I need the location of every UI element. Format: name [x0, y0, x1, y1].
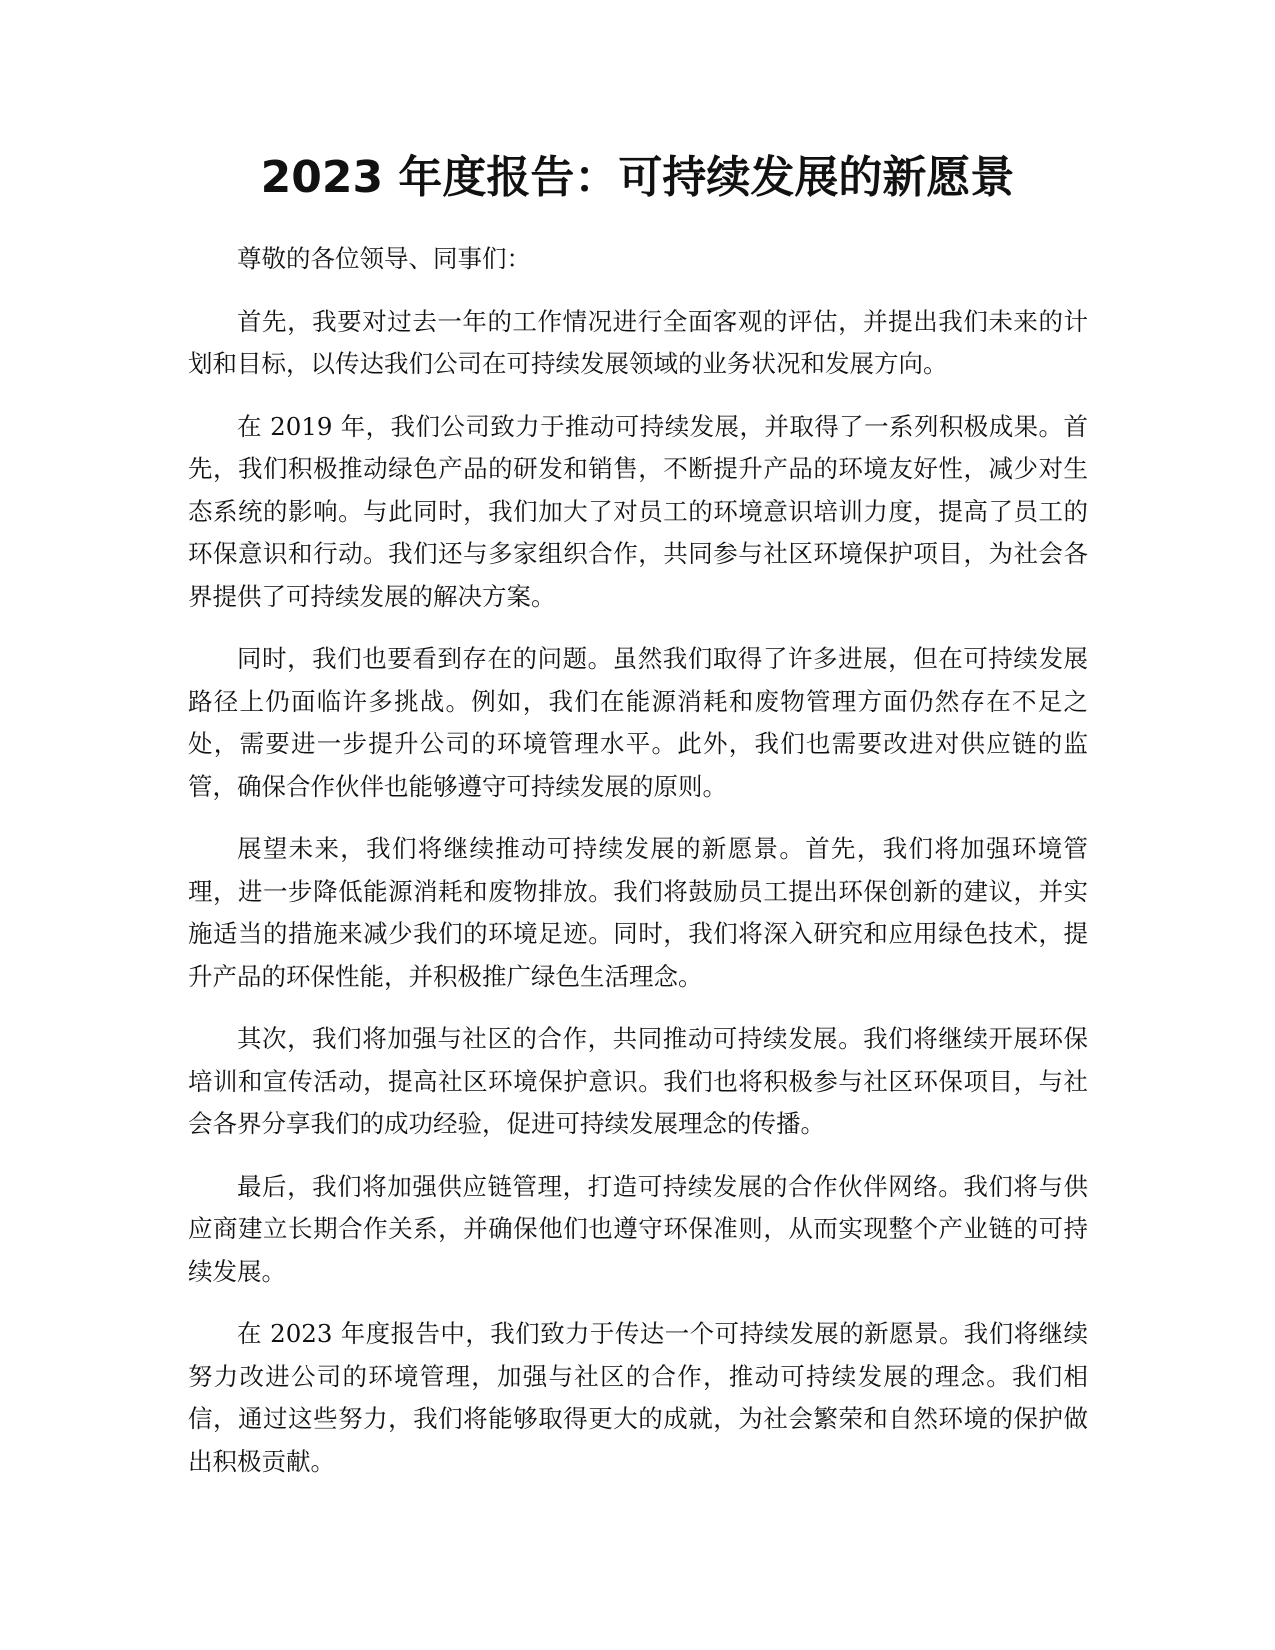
document-body	[188, 238, 1088, 1503]
salutation: 尊敬的各位领导、同事们：	[237, 244, 531, 273]
paragraph-conclusion: 在 2023 年度报告中，我们致力于传达一个可持续发展的新愿景。我们将继续努力改进公司的环境管理，加强与社区的合作，推动可持续发展的理念。我们相信，通过这些努力，我们将能够取得更大的成就，为社会繁荣和自然环境的保护做出积极贡献。	[188, 1319, 1088, 1476]
document-title: 2023 年度报告：可持续发展的新愿景	[260, 152, 1015, 203]
paragraph-2019-achievements: 在 2019 年，我们公司致力于推动可持续发展，并取得了一系列积极成果。首先，我们积极推动绿色产品的研发和销售，不断提升产品的环境友好性，减少对生态系统的影响。与此同时，我们加大了对员工的环境意识培训力度，提高了员工的环保意识和行动。我们还与多家组织合作，共同参与社区环境保护项目，为社会各界提供了可持续发展的解决方案。	[188, 411, 1088, 611]
paragraph-challenges: 同时，我们也要看到存在的问题。虽然我们取得了许多进展，但在可持续发展路径上仍面临许多挑战。例如，我们在能源消耗和废物管理方面仍然存在不足之处，需要进一步提升公司的环境管理水平。此外，我们也需要改进对供应链的监管，确保合作伙伴也能够遵守可持续发展的原则。	[188, 644, 1088, 801]
paragraph-supply-chain: 最后，我们将加强供应链管理，打造可持续发展的合作伙伴网络。我们将与供应商建立长期合作关系，并确保他们也遵守环保准则，从而实现整个产业链的可持续发展。	[188, 1171, 1088, 1286]
paragraph-evaluation-intro: 首先，我要对过去一年的工作情况进行全面客观的评估，并提出我们未来的计划和目标，以传达我们公司在可持续发展领域的业务状况和发展方向。	[188, 306, 1088, 378]
paragraph-future-outlook: 展望未来，我们将继续推动可持续发展的新愿景。首先，我们将加强环境管理，进一步降低能源消耗和废物排放。我们将鼓励员工提出环保创新的建议，并实施适当的措施来减少我们的环境足迹。同时，我们将深入研究和应用绿色技术，提升产品的环保性能，并积极推广绿色生活理念。	[188, 834, 1088, 991]
paragraph-community-cooperation: 其次，我们将加强与社区的合作，共同推动可持续发展。我们将继续开展环保培训和宣传活动，提高社区环境保护意识。我们也将积极参与社区环保项目，与社会各界分享我们的成功经验，促进可持续发展理念的传播。	[188, 1024, 1088, 1138]
